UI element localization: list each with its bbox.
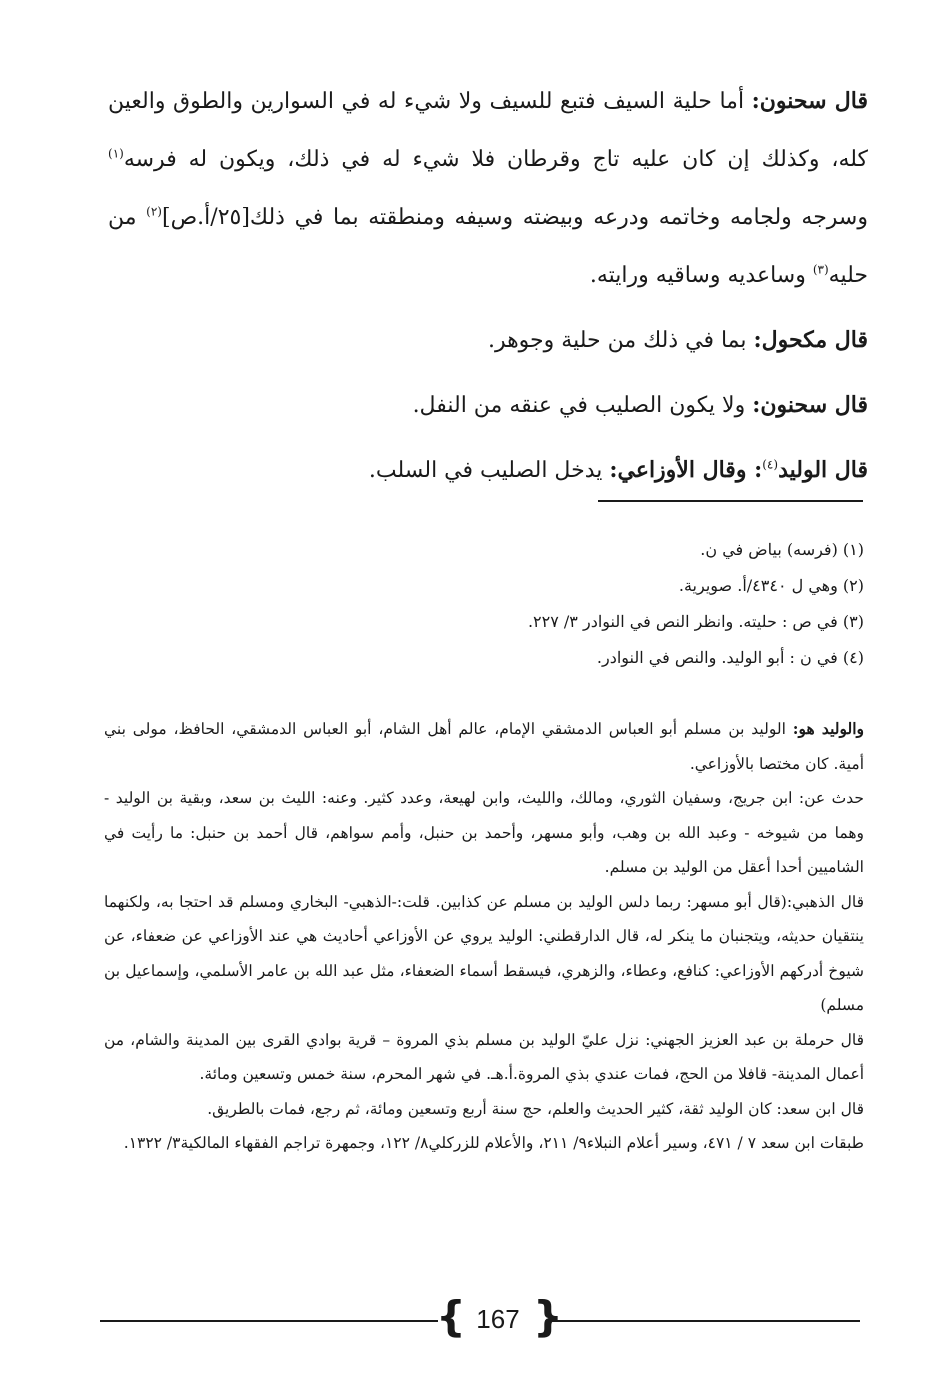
footnote-3: (٣) في ص : حليته. وانظر النص في النوادر ٣/ ٢٢٧. xyxy=(527,612,864,631)
paragraph-text: بما في ذلك من حلية وجوهر. xyxy=(487,328,754,353)
footer-rule-left xyxy=(100,1320,438,1322)
paragraph-text: وسرجه ولجامه وخاتمه ودرعه وبيضته وسيفه ومنطقته بما في ذلك[٢٥/أ.ص] xyxy=(161,205,868,230)
bio-harmala: قال حرملة بن عبد العزيز الجهني: نزل عليّ الوليد بن مسلم بذي المروة – قرية بوادي القرى بين المدينة والشام، من أعمال المدينة- قافلا من الحج، فمات عندي بذي المروة.أ.هـ. في شهر المحرم، سنة خمس وتسعين ومائة. xyxy=(104,1030,864,1083)
speaker-label: قال سحنون: xyxy=(751,88,869,114)
bio-narrators: حدث عن: ابن جريج، وسفيان الثوري، ومالك، والليث، وابن لهيعة، وعدد كثير. وعنه: الليث بن سعد، وبقية بن الوليد - وهما من شيوخه - وعبد الله بن وهب، وأبو مسهر، وأحمد بن حنبل، وأمم سواهم، قال أحمد بن حنبل: ما رأيت في الشاميين أحدا أعقل من الوليد بن مسلم. xyxy=(104,789,864,876)
paragraph-text: أما حلية السيف فتبع للسيف ولا شيء له في السوارين والطوق والعين كله، وكذلك إن كان عليه تاج وقرطان فلا شيء له في ذلك، ويكون له فرسه xyxy=(108,89,868,172)
paragraph-text: من حليه xyxy=(108,205,868,288)
page-number-brace-left: { xyxy=(436,1292,466,1341)
speaker-label: قال الوليد xyxy=(778,457,868,483)
speaker-label: : وقال الأوزاعي: xyxy=(609,457,763,483)
footnote-4: (٤) في ن : أبو الوليد. والنص في النوادر. xyxy=(596,648,864,667)
footnote-ref: (٤) xyxy=(762,457,779,472)
footnote-1: (١) (فرسه) بياض في ن. xyxy=(700,540,864,559)
footnote-ref: (١) xyxy=(108,146,124,161)
page-number-brace-right: } xyxy=(533,1292,563,1341)
bio-ibn-saad: قال ابن سعد: كان الوليد ثقة، كثير الحديث والعلم، حج سنة أربع وتسعين ومائة، ثم رجع، فمات بالطريق. xyxy=(207,1099,864,1118)
paragraph-text: يدخل الصليب في السلب. xyxy=(368,458,610,483)
paragraph-text: وساعديه وساقيه ورايته. xyxy=(589,263,813,288)
page-number: 167 xyxy=(476,1304,520,1334)
footnote-separator xyxy=(598,500,863,502)
footnote-ref: (٣) xyxy=(812,262,829,277)
bio-sources: طبقات ابن سعد ٧ / ٤٧١، وسير أعلام النبلاء٩/ ٢١١، والأعلام للزركلي٨/ ١٢٢، وجمهرة تراجم الفقهاء المالكية٣/ ١٣٢٢. xyxy=(123,1134,864,1152)
paragraph-sahnun-1 xyxy=(108,72,868,305)
biography-note xyxy=(104,712,864,1161)
paragraph-text: ولا يكون الصليب في عنقه من النفل. xyxy=(412,393,753,418)
paragraph-makhul xyxy=(108,311,868,370)
bio-text: الوليد بن مسلم أبو العباس الدمشقي الإمام، عالم أهل الشام، أبو العباس الدمشقي، الحافظ، مولى بني أمية. كان مختصا بالأوزاعي. xyxy=(104,720,864,773)
footer-rule-right xyxy=(552,1320,860,1322)
speaker-label: قال مكحول: xyxy=(753,327,868,353)
bio-lead: والوليد هو: xyxy=(792,719,864,738)
speaker-label: قال سحنون: xyxy=(752,392,868,418)
footnote-ref: (٢) xyxy=(146,204,162,219)
paragraph-sahnun-2 xyxy=(108,376,868,435)
footnotes xyxy=(104,532,864,676)
bio-intro xyxy=(104,712,864,781)
bio-dhahabi: قال الذهبي:(قال أبو مسهر: ربما دلس الوليد بن مسلم عن كذابين. قلت:-الذهبي- البخاري ومسلم قد احتجا به، ولكنهما ينتقيان حديثه، ويتجنبان ما ينكر له، قال الدارقطني: الوليد يروي عن الأوزاعي أحاديث هي عند الأوزاعي عن ضعفاء، عن شيوخ أدركهم الأوزاعي: كنافع، وعطاء، والزهري، فيسقط أسماء الضعفاء، مثل عبد الله بن عامر الأسلمي، وإسماعيل بن مسلم) xyxy=(104,892,864,1014)
paragraph-walid xyxy=(108,441,868,500)
footnote-2: (٢) وهي ل ٤٣٤٠/أ. صويرية. xyxy=(678,576,864,595)
main-text xyxy=(108,72,868,500)
